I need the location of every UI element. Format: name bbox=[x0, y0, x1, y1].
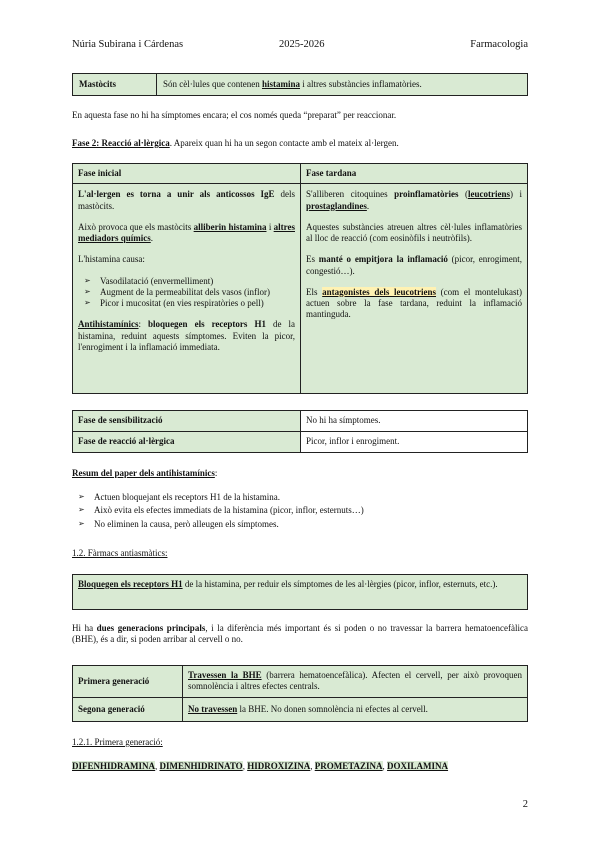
section-antiasmatics: 1.2. Fàrmacs antiasmàtics: bbox=[72, 548, 168, 558]
fase2-heading: Fase 2: Reacció al·lèrgica. Apareix quan hi ha un segon contacte amb el mateix al·lergen. bbox=[72, 138, 399, 148]
list-item: ➢ Actuen bloquejant els receptors H1 de la histamina. bbox=[72, 492, 528, 503]
list-item: ➢ Picor i mucositat (en vies respiratòries o pell) bbox=[78, 298, 295, 309]
phase-sens-value: No hi ha símptomes. bbox=[301, 411, 528, 432]
generations-table bbox=[72, 665, 528, 722]
resum-list bbox=[72, 492, 528, 530]
list-item: ➢ Augment de la permeabilitat dels vasos (inflor) bbox=[78, 287, 295, 298]
list-item: ➢ Vasodilatació (envermelliment) bbox=[78, 276, 295, 287]
phases-summary-table bbox=[72, 410, 528, 453]
phase-late-header: Fase tardana bbox=[301, 164, 528, 184]
drug-name: DIFENHIDRAMINA bbox=[72, 761, 155, 771]
phase-reaction-label: Fase de reacció al·lèrgica bbox=[73, 432, 301, 453]
section-first-generation: 1.2.1. Primera generació: bbox=[72, 737, 163, 747]
page-number: 2 bbox=[522, 799, 528, 810]
mastocits-description: Són cèl·lules que contenen histamina i altres substàncies inflamatòries. bbox=[157, 74, 528, 96]
mastocits-table bbox=[72, 73, 528, 96]
drug-list: DIFENHIDRAMINA, DIMENHIDRINATO, HIDROXIZINA, PROMETAZINA, DOXILAMINA bbox=[72, 761, 449, 771]
phase-table bbox=[72, 163, 528, 394]
gen-second-label: Segona generació bbox=[73, 698, 183, 722]
drug-name: DOXILAMINA bbox=[387, 761, 449, 771]
phase-reaction-value: Picor, inflor i enrogiment. bbox=[301, 432, 528, 453]
phase-initial-header: Fase inicial bbox=[73, 164, 301, 184]
list-item: ➢ No eliminen la causa, però alleugen els símptomes. bbox=[72, 519, 528, 530]
resum-heading: Resum del paper dels antihistamínics: bbox=[72, 468, 218, 478]
drug-name: HIDROXIZINA bbox=[247, 761, 311, 771]
header-year: 2025-2026 bbox=[279, 39, 325, 50]
phase-late-cell: S'alliberen citoquines proinflamatòries (leucotriens) i prostaglandines. Aquestes substàncies atreuen altres cèl·lules inflamatòries al lloc de reacció (com eosinòfils i neutròfils). Es manté o empitjora la inflamació (picor, enrogiment, congestió…). Els antagonistes dels leucotriens (com el montelukast) actuen sobre la fase tardana, reduint la inflamació mantinguda. bbox=[301, 184, 528, 394]
h1-blocker-box: Bloquegen els receptors H1 de la histamina, per reduir els símptomes de les al·lèrgies (picor, inflor, esternuts, etc.). bbox=[72, 574, 528, 610]
drug-name: PROMETAZINA bbox=[314, 761, 383, 771]
phase-initial-cell: L'al·lergen es torna a unir als anticossos IgE dels mastòcits. Això provoca que els mastòcits alliberin histamina i altres mediadors químics. L'histamina causa: ➢ Vasodilatació (envermelliment) ➢ Augment de la permeabilitat dels vasos (inflor) ➢ Picor i mucositat (en vies respiratòries o pell) Antihistamínics: bloquegen els receptors H1 de la histamina, reduint aquests símptomes. Eviten la picor, l'enrogiment i la inflamació immediata. bbox=[73, 184, 301, 394]
histamine-effects-list bbox=[78, 276, 295, 310]
gen-first-label: Primera generació bbox=[73, 666, 183, 698]
gen-first-value: Travessen la BHE (barrera hematoencefàlica). Afecten el cervell, per això provoquen somnolència i altres efectes centrals. bbox=[183, 666, 528, 698]
header-subject: Farmacologia bbox=[470, 39, 528, 50]
header-author: Núria Subirana i Cárdenas bbox=[72, 39, 184, 50]
para-generations: Hi ha dues generacions principals, i la diferència més important és si poden o no travessar la barrera hematoencefàlica (BHE), és a dir, si poden arribar al cervell o no. bbox=[72, 623, 529, 645]
mastocits-label: Mastòcits bbox=[73, 74, 157, 96]
para-preparat: En aquesta fase no hi ha símptomes encara; el cos només queda “preparat” per reaccionar. bbox=[72, 110, 397, 120]
list-item: ➢ Això evita els efectes immediats de la histamina (picor, inflor, esternuts…) bbox=[72, 505, 528, 516]
drug-name: DIMENHIDRINATO bbox=[159, 761, 243, 771]
gen-second-value: No travessen la BHE. No donen somnolència ni efectes al cervell. bbox=[183, 698, 528, 722]
phase-sens-label: Fase de sensibilització bbox=[73, 411, 301, 432]
